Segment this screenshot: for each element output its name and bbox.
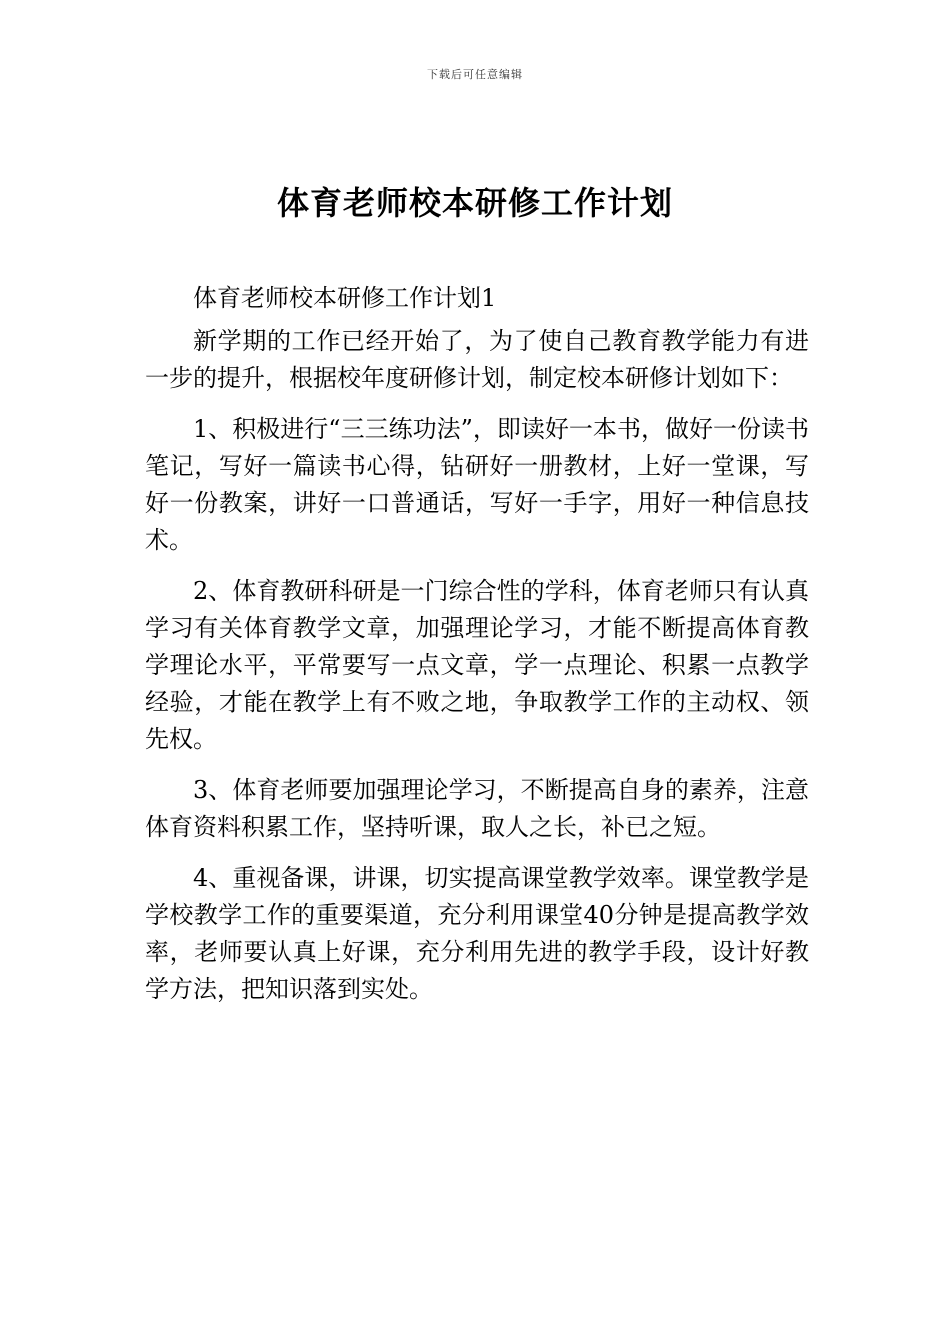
document-title: 体育老师校本研修工作计划 — [276, 184, 673, 222]
paragraph-intro: 新学期的工作已经开始了，为了使自己教育教学能力有进一步的提升，根据校年度研修计划，制定校本研修计划如下： — [145, 327, 809, 392]
section-subtitle: 体育老师校本研修工作计划1 — [193, 284, 497, 312]
paragraph-item-1: 1、积极进行“三三练功法”，即读好一本书，做好一份读书笔记，写好一篇读书心得，钻研好一册教材，上好一堂课，写好一份教案，讲好一口普通话，写好一手字，用好一种信息技术。 — [145, 415, 809, 554]
paragraph-item-4: 4、重视备课，讲课，切实提高课堂教学效率。课堂教学是学校教学工作的重要渠道，充分利用课堂40分钟是提高教学效率，老师要认真上好课，充分利用先进的教学手段，设计好教学方法，把知识落到实处。 — [145, 864, 809, 1003]
document-body — [145, 280, 809, 1022]
paragraph-item-3: 3、体育老师要加强理论学习，不断提高自身的素养，注意体育资料积累工作，坚持听课，取人之长，补已之短。 — [145, 776, 809, 841]
header-note: 下载后可任意编辑 — [427, 68, 523, 81]
paragraph-item-2: 2、体育教研科研是一门综合性的学科，体育老师只有认真学习有关体育教学文章，加强理论学习，才能不断提高体育教学理论水平，平常要写一点文章，学一点理论、积累一点教学经验，才能在教学上有不败之地，争取教学工作的主动权、领先权。 — [145, 577, 809, 753]
